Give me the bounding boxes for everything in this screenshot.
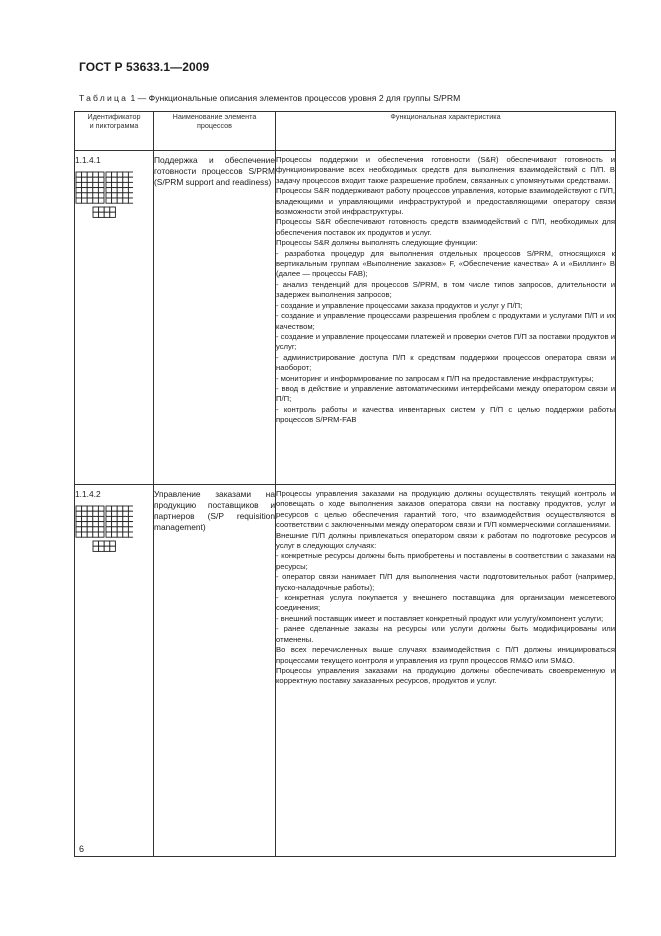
desc-paragraph: Процессы управления заказами на продукцию должны осуществлять текущий контроль и оповещать о ходе выполнения заказов оператора связи на поставку продуктов, услуг и ресурсов с целью обеспечения гарантий того, что взаимодействия осуществляются в соответствии с заключенными между оператором связи и П/П коммерческими соглашениями. xyxy=(276,489,615,530)
desc-paragraph: - мониторинг и информирование по запросам к П/П на предоставление инфраструктуры; xyxy=(276,373,594,383)
desc-paragraph: - контроль работы и качества инвентарных систем у П/П с целью поддержки работы процессов S/PRM-FAB xyxy=(276,404,615,425)
header-id-line2: и пиктограмма xyxy=(89,121,139,130)
row-id-cell xyxy=(75,155,154,485)
desc-paragraph: Процессы управления заказами на продукцию должны обеспечивать своевременную и корректную поставку заказанных ресурсов, продуктов и услуг. xyxy=(276,665,615,686)
desc-paragraph: - создание и управление процессами платежей и проверки счетов П/П за поставки продуктов и услуг; xyxy=(276,331,615,352)
table-caption-word: Таблица xyxy=(79,93,129,103)
row-desc-cell xyxy=(276,155,616,485)
header-id-line1: Идентификатор xyxy=(87,112,141,121)
row-process-name: Поддержка и обеспечение готовности процессов S/PRM (S/PRM support and readiness) xyxy=(154,155,275,187)
header-id-column xyxy=(75,112,154,151)
table-caption-dash: — xyxy=(137,93,147,103)
header-name-line1: Наименование элемента xyxy=(172,112,257,121)
desc-paragraph: Внешние П/П должны привлекаться оператором связи к работам по подготовке ресурсов и услуг в следующих случаях: xyxy=(276,530,615,551)
row-desc-cell xyxy=(276,489,616,857)
desc-paragraph: - конкретные ресурсы должны быть приобретены и поставлены в соответствии с заказами на ресурсы; xyxy=(276,551,615,571)
table-row xyxy=(75,489,616,857)
table-caption-text: Функциональные описания элементов процессов уровня 2 для группы S/PRM xyxy=(148,93,461,103)
desc-paragraph: - администрирование доступа П/П к средствам поддержки процессов оператора связи и наоборот; xyxy=(276,352,615,373)
process-grid-pictogram-icon xyxy=(75,171,133,221)
row-identifier: 1.1.4.2 xyxy=(75,489,101,499)
table-caption xyxy=(79,93,460,103)
desc-paragraph: Во всех перечисленных выше случаях взаимодействия с П/П должны инициироваться процессами текущего контроля и управления из групп процессов RM&O или SM&O. xyxy=(276,645,615,665)
table-header-row xyxy=(75,112,616,151)
desc-paragraph: - оператор связи нанимает П/П для выполнения части подготовительных работ (например, пуско-наладочные работы); xyxy=(276,572,615,592)
desc-paragraph: - ранее сделанные заказы на ресурсы или услуги должны быть модифицированы или отменены. xyxy=(276,624,615,644)
standard-header: ГОСТ Р 53633.1—2009 xyxy=(79,60,210,74)
functional-description-table xyxy=(74,111,616,857)
row-process-name: Управление заказами на продукцию поставщиков и партнеров (S/P requisition management) xyxy=(154,489,275,532)
row-name-cell xyxy=(154,489,276,857)
table-caption-number: 1 xyxy=(130,93,136,103)
desc-paragraph: - внешний поставщик имеет и поставляет конкретный продукт или услугу/компонент услуги; xyxy=(276,613,604,623)
desc-paragraph: Процессы поддержки и обеспечения готовности (S&R) обеспечивают готовность и функционирование всех необходимых средств для выполнения взаимодействий с П/П. В задачу процессов входит также разрешение проблем, связанных с упомянутыми средствами. xyxy=(276,155,615,185)
header-desc-label: Функциональная характеристика xyxy=(390,112,501,121)
table-row xyxy=(75,155,616,485)
desc-paragraph: Процессы S&R обеспечивают готовность средств взаимодействий с П/П, необходимых для обеспечения поставок их продуктов и услуг. xyxy=(276,217,615,237)
header-name-line2: процессов xyxy=(196,121,232,130)
process-grid-pictogram-icon xyxy=(75,505,133,555)
header-name-column xyxy=(154,112,276,151)
row-id-cell xyxy=(75,489,154,857)
row-identifier: 1.1.4.1 xyxy=(75,155,101,165)
desc-paragraph: - разработка процедур для выполнения отдельных процессов S/PRM, относящихся к вертикальным группам «Выполнение заказов» F, «Обеспечение качества» A и «Биллинг» B (далее — процессы FAB); xyxy=(276,248,615,279)
desc-paragraph: - создание и управление процессами разрешения проблем с продуктами и услугами П/П и их качеством; xyxy=(276,311,615,331)
desc-paragraph: - конкретная услуга покупается у внешнего поставщика для организации межсетевого соединения; xyxy=(276,593,615,613)
header-desc-column xyxy=(276,112,616,151)
desc-paragraph: - создание и управление процессами заказа продуктов и услуг у П/П; xyxy=(276,300,523,310)
desc-paragraph: - анализ тенденций для процессов S/PRM, в том числе типов запросов, длительности и задержек выполнения запросов; xyxy=(276,279,615,300)
row-name-cell xyxy=(154,155,276,485)
desc-paragraph: Процессы S&R должны выполнять следующие функции: xyxy=(276,238,478,248)
desc-paragraph: - ввод в действие и управление автоматическими интерфейсами между оператором связи и П/П; xyxy=(276,383,615,404)
desc-paragraph: Процессы S&R поддерживают работу процессов управления, которые взаимодействуют с П/П, владеющими и управляющими инфраструктурой и предоставляющими оператору связи возможности этой инфраструктуры. xyxy=(276,186,615,217)
page-number: 6 xyxy=(79,844,85,854)
